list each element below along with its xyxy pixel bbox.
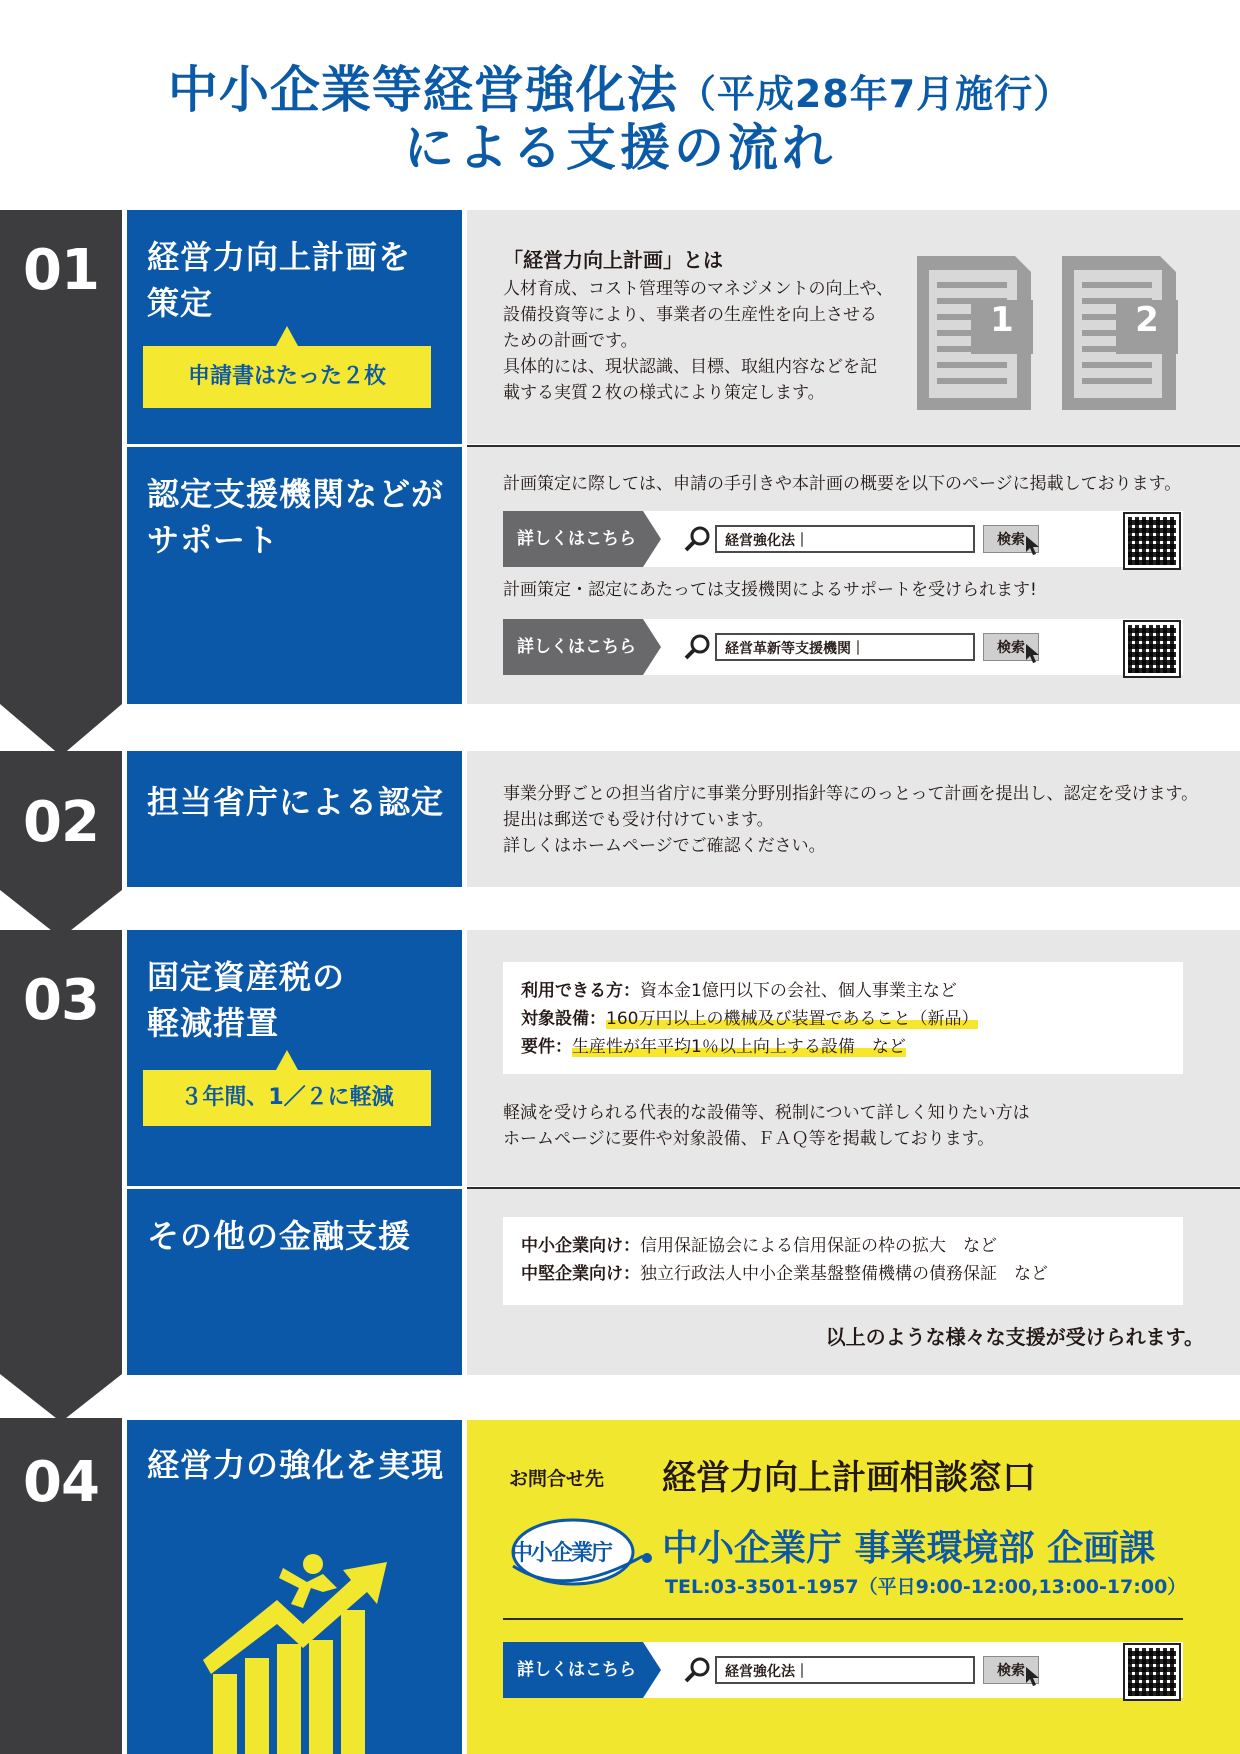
qr-code[interactable] <box>1125 622 1179 676</box>
s3-row3 <box>521 1034 906 1060</box>
contact-title: 経営力向上計画相談窓口 <box>662 1458 1036 1498</box>
s3-finance-title: その他の金融支援 <box>147 1217 412 1255</box>
s1-desc <box>503 276 923 406</box>
s1-support-info <box>467 447 1240 704</box>
s4-title: 経営力の強化を実現 <box>147 1446 445 1484</box>
s1-desc-line: 設備投資等により、事業者の生産性を向上させる <box>503 305 877 325</box>
s3-tax-title-line2: 軽減措置 <box>147 1004 280 1042</box>
s3-row1-label: 利用できる方： <box>521 981 640 1001</box>
search-icon <box>683 633 711 661</box>
s2-info <box>467 751 1240 887</box>
s2-text-line: 事業分野ごとの担当省庁に事業分野別指針等にのっとって計画を提出し、認定を受けます。 <box>503 784 1199 804</box>
search-button[interactable]: 検索 <box>983 1656 1039 1684</box>
s1-support-title-line1: 認定支援機関などが <box>147 475 445 513</box>
cursor-icon <box>1025 643 1041 665</box>
s1-desc-line: 載する実質２枚の様式により策定します。 <box>503 383 825 403</box>
search-button[interactable]: 検索 <box>983 633 1039 661</box>
s3-tax-block <box>127 930 462 1186</box>
step-number-03: 03 <box>23 968 99 1033</box>
s2-text <box>503 781 1198 859</box>
step-number-01: 01 <box>23 238 99 303</box>
s3-tax-title-line1: 固定資産税の <box>147 958 346 996</box>
s3-fin-row2 <box>521 1261 1048 1287</box>
org-name: 中小企業庁 事業環境部 企画課 <box>662 1528 1156 1569</box>
s3-note-line: 軽減を受けられる代表的な設備等、税制について詳しく知りたい方は <box>503 1103 1030 1123</box>
step-number-02: 02 <box>23 790 99 855</box>
growth-chart-icon <box>203 1548 403 1754</box>
search-input[interactable]: 経営強化法｜ <box>715 1656 975 1684</box>
s1-support-title <box>147 471 444 563</box>
s3-conditions-box <box>503 962 1183 1074</box>
s1-heading: 「経営力向上計画」とは <box>503 248 723 272</box>
s3-fin1-label: 中小企業向け： <box>521 1236 640 1256</box>
s4-contact <box>467 1420 1240 1754</box>
details-button-arrow <box>643 1642 661 1698</box>
s1-badge-tip <box>276 326 298 346</box>
s1-support-block <box>127 447 462 704</box>
details-button[interactable]: 詳しくはこちら <box>503 619 643 675</box>
s3-finance-box <box>503 1217 1183 1305</box>
search-button[interactable]: 検索 <box>983 525 1039 553</box>
qr-code[interactable] <box>1125 514 1179 568</box>
s1-support-text-2: 計画策定・認定にあたっては支援機関によるサポートを受けられます! <box>503 580 1037 600</box>
step-number-04: 04 <box>23 1450 99 1515</box>
s1-plan-block <box>127 210 462 444</box>
s3-note-line: ホームページに要件や対象設備、ＦＡＱ等を掲載しております。 <box>503 1129 995 1149</box>
s1-desc-line: 人材育成、コスト管理等のマネジメントの向上や、 <box>503 279 894 299</box>
s3-row1-value: 資本金1億円以下の会社、個人事業主など <box>640 981 957 1001</box>
s3-row2-value: 160万円以上の機械及び装置であること（新品） <box>606 1009 979 1029</box>
s1-desc-line: ための計画です。 <box>503 331 638 351</box>
details-button[interactable]: 詳しくはこちら <box>503 1642 643 1698</box>
document-1-number: 1 <box>990 300 1014 340</box>
s3-fin2-value: 独立行政法人中小企業基盤整備機構の債務保証 など <box>640 1264 1048 1284</box>
s2-text-line: 詳しくはホームページでご確認ください。 <box>503 836 826 856</box>
s3-badge: ３年間、1／２に軽減 <box>143 1070 431 1126</box>
s3-fin2-label: 中堅企業向け： <box>521 1264 640 1284</box>
qr-code[interactable] <box>1125 1645 1179 1699</box>
s3-row3-value: 生産性が年平均1％以上向上する設備 など <box>572 1037 906 1057</box>
contact-label: お問合せ先 <box>509 1468 605 1490</box>
details-button[interactable]: 詳しくはこちら <box>503 511 643 567</box>
s3-fin-row1 <box>521 1233 997 1259</box>
search-row <box>503 1642 1183 1698</box>
s3-note <box>503 1100 1030 1152</box>
search-icon <box>683 1656 711 1684</box>
details-button-arrow <box>643 511 661 567</box>
search-input[interactable]: 経営強化法｜ <box>715 525 975 553</box>
details-button-arrow <box>643 619 661 675</box>
s3-finance-block <box>127 1189 462 1375</box>
title-paren: （平成28年7月施行） <box>677 72 1073 116</box>
s1-badge: 申請書はたった２枚 <box>143 346 431 408</box>
s1-desc-line: 具体的には、現状認識、目標、取組内容などを記 <box>503 357 877 377</box>
cursor-icon <box>1025 1666 1041 1688</box>
title-main: 中小企業等経営強化法 <box>167 61 678 119</box>
s1-support-title-line2: サポート <box>147 521 280 559</box>
cursor-icon <box>1025 535 1041 557</box>
search-row <box>503 511 1183 567</box>
s3-badge-tip <box>276 1050 298 1070</box>
divider <box>503 1618 1183 1620</box>
s3-summary: 以上のような様々な支援が受けられます。 <box>825 1325 1204 1349</box>
logo-text: 中小企業庁 <box>511 1541 612 1566</box>
s3-row2 <box>521 1006 978 1032</box>
s1-plan-title <box>147 234 411 326</box>
s3-row3-label: 要件： <box>521 1037 572 1057</box>
s3-finance-info <box>467 1189 1240 1375</box>
s2-title: 担当省庁による認定 <box>147 783 445 821</box>
s1-plan-title-line2: 策定 <box>147 284 214 322</box>
page-title-line2: による支援の流れ <box>404 119 836 177</box>
s3-tax-title <box>147 954 345 1046</box>
s1-plan-info <box>467 210 1240 444</box>
s2-block <box>127 751 462 887</box>
contact-tel: TEL:03-3501-1957（平日9:00-12:00,13:00-17:00） <box>665 1576 1187 1598</box>
s3-tax-info <box>467 930 1240 1186</box>
s4-block <box>127 1420 462 1754</box>
s3-row1 <box>521 978 957 1004</box>
search-row <box>503 619 1183 675</box>
s3-fin1-value: 信用保証協会による信用保証の枠の拡大 など <box>640 1236 997 1256</box>
s1-support-text-1: 計画策定に際しては、申請の手引きや本計画の概要を以下のページに掲載しております。 <box>503 474 1182 494</box>
s2-text-line: 提出は郵送でも受け付けています。 <box>503 810 774 830</box>
s3-row2-label: 対象設備： <box>521 1009 606 1029</box>
document-2-number: 2 <box>1135 300 1159 340</box>
s1-plan-title-line1: 経営力向上計画を <box>147 238 412 276</box>
search-icon <box>683 525 711 553</box>
search-input[interactable]: 経営革新等支援機関｜ <box>715 633 975 661</box>
